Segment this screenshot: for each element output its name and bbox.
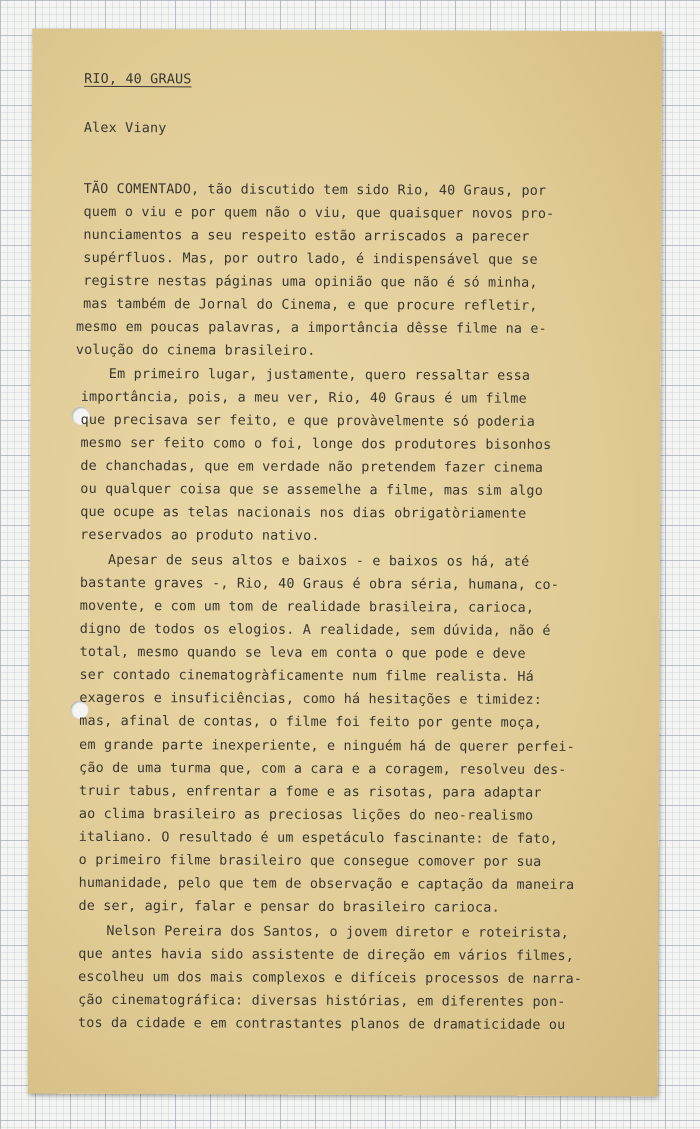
text-line: ou qualquer coisa que se assemelhe a filme, mas sim algo [80,481,544,499]
typewritten-page [28,29,663,1097]
text-line: importância, pois, a meu ver, Rio, 40 Graus é um filme [80,389,527,407]
text-line: mesmo em poucas palavras, a importância dêsse filme na e- [75,319,547,337]
text-line: digno de todos os elogios. A realidade, sem dúvida, não é [79,621,551,639]
text-line: exageros e insuficiências, como há hesitações e timidez: [79,690,543,708]
text-line: reservados ao produto nativo. [80,527,320,544]
text-line: ser contado cinematogràficamente num filme realista. Há [79,667,534,685]
text-line: Apesar de seus altos e baixos - e baixos os há, até [107,552,530,570]
text-line: total, mesmo quando se leva em conta o que pode e deve [79,644,526,662]
text-line: tos da cidade e em contrastantes planos de dramaticidade ou [77,1015,566,1033]
text-line: movente, e com um tom de realidade brasileira, carioca, [79,598,535,616]
text-line: mesmo ser feito como o foi, longe dos produtores bisonhos [80,435,552,453]
document-title: RIO, 40 GRAUS [84,71,192,88]
text-line: que antes havia sido assistente de direção em vários filmes, [78,946,575,965]
text-line: supérfluos. Mas, por outro lado, é indispensável que se [83,250,538,268]
text-line: quem o viu e por quem não o viu, que quaisquer novos pro- [83,204,555,222]
text-line: que precisava ser feito, e que provàvelmente só poderia [80,412,536,430]
text-line: italiano. O resultado é um espetáculo fascinante: de fato, [78,829,559,847]
text-line: TÃO COMENTADO, tão discutido tem sido Rio, 40 Graus, por [83,181,547,199]
text-line: ao clima brasileiro as preciosas lições do neo-realismo [78,806,534,824]
document-author: Alex Viany [83,120,167,137]
text-line: de ser, agir, falar e pensar do brasileiro carioca. [78,898,500,916]
text-line: o primeiro filme brasileiro que consegue comover por sua [78,852,542,870]
text-line: humanidade, pelo que tem de observação e captação da maneira [78,875,575,894]
text-line: em grande parte inexperiente, e ninguém há de querer perfei- [79,737,575,756]
text-line: nunciamentos a seu respeito estão arriscados a parecer [83,227,530,245]
text-line: ção cinematográfica: diversas histórias, em diferentes pon- [78,992,566,1010]
text-line: ção de uma turma que, com a cara e a coragem, resolveu des- [79,760,567,778]
text-line: mas também de Jornal do Cinema, e que procure refletir, [83,296,538,314]
text-line: de chanchadas, que em verdade não pretendem fazer cinema [80,458,544,476]
text-line: escolheu um dos mais complexos e difíceis processos de narra- [78,969,583,988]
text-line: Em primeiro lugar, justamente, quero ressaltar essa [108,366,531,384]
text-line: registre nestas páginas uma opinião que não é só minha, [83,273,538,291]
text-line: volução do cinema brasileiro. [75,342,316,359]
text-line: que ocupe as telas nacionais nos dias obrigatòriamente [80,504,527,522]
text-line: mas, afinal de contas, o filme foi feito por gente moça, [79,713,543,731]
text-line: Nelson Pereira dos Santos, o jovem diretor e roteirista, [106,923,570,941]
text-line: truir tabus, enfrentar a fome e as risotas, para adaptar [78,783,542,801]
text-line: bastante graves -, Rio, 40 Graus é obra séria, humana, co- [79,575,560,593]
typed-text [30,29,663,1033]
